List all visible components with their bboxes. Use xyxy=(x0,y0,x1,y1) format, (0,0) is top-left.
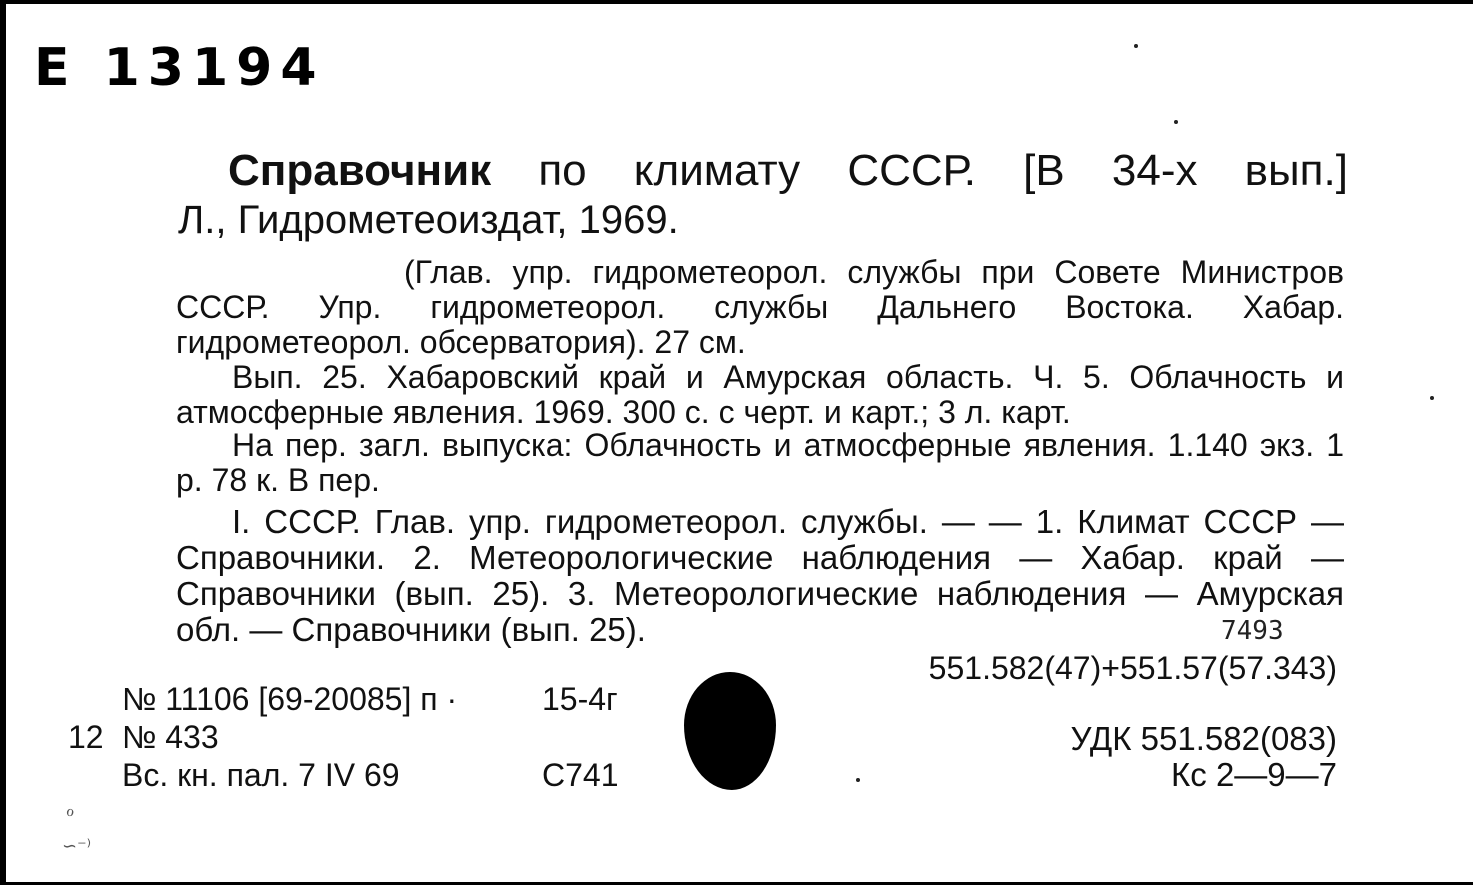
row-code: 15-4г xyxy=(542,681,618,717)
publisher-line: Л., Гидрометеоиздат, 1969. xyxy=(178,198,679,242)
title-word: климату xyxy=(633,146,801,195)
speck xyxy=(1430,396,1434,400)
issue-description-paragraph: Вып. 25. Хабаровский край и Амурская область. Ч. 5. Облачность и атмосферные явления. 1969. 300 с. с черт. и карт.; 3 л. карт. xyxy=(176,359,1344,430)
udc-classification: 551.582(47)+551.57(57.343) xyxy=(928,650,1337,686)
speck xyxy=(1174,120,1178,124)
speck xyxy=(856,778,860,782)
handwritten-inventory-number: Е 13194 xyxy=(34,38,325,98)
row-prefix xyxy=(68,680,122,718)
udk-code: УДК 551.582(083) xyxy=(1070,720,1337,757)
cover-title-paragraph: На пер. загл. выпуска: Облачность и атмосферные явления. 1.140 экз. 1 р. 78 к. В пер. xyxy=(176,427,1344,498)
registration-row xyxy=(68,680,619,718)
registration-block xyxy=(68,680,619,794)
title-word: 34-х xyxy=(1111,146,1198,195)
title-word-bold: Справочник xyxy=(228,146,492,195)
title-word: по xyxy=(538,146,587,195)
subject-headings-paragraph: I. СССР. Глав. упр. гидрометеорол. службы. — — 1. Климат СССР — Справочники. 2. Метеорологические наблюдения — Хабар. край — Справочники (вып. 25). 3. Метеорологические наблюдения — Амурская обл. — Справочники (вып. 25). xyxy=(176,503,1344,648)
row-prefix: 12 xyxy=(68,719,104,755)
row-prefix xyxy=(68,756,122,794)
row-code: С741 xyxy=(542,757,619,793)
title-word: СССР. xyxy=(847,146,976,195)
row-main: № 433 xyxy=(122,719,219,755)
title-word: вып.] xyxy=(1244,146,1348,195)
issuing-body-paragraph: (Глав. упр. гидрометеорол. службы при Совете Министров СССР. Упр. гидрометеорол. службы Дальнего Востока. Хабар. гидрометеорол. обсерватория). 27 см. xyxy=(176,254,1344,360)
pencil-mark: ℴ xyxy=(66,800,75,821)
pencil-mark: ∽⁻⁾ xyxy=(62,836,92,857)
title-word: [В xyxy=(1023,146,1065,195)
kc-code: Кс 2—9—7 xyxy=(1171,756,1337,793)
registration-row xyxy=(68,756,619,794)
title-line xyxy=(228,146,1348,196)
stamped-number: 7493 xyxy=(1221,616,1284,646)
row-main: № 11106 [69-20085] п · xyxy=(122,681,458,717)
registration-row xyxy=(68,718,619,756)
row-main: Вс. кн. пал. 7 IV 69 xyxy=(122,757,400,793)
speck xyxy=(1134,44,1138,48)
ink-blot-hole xyxy=(684,672,776,790)
